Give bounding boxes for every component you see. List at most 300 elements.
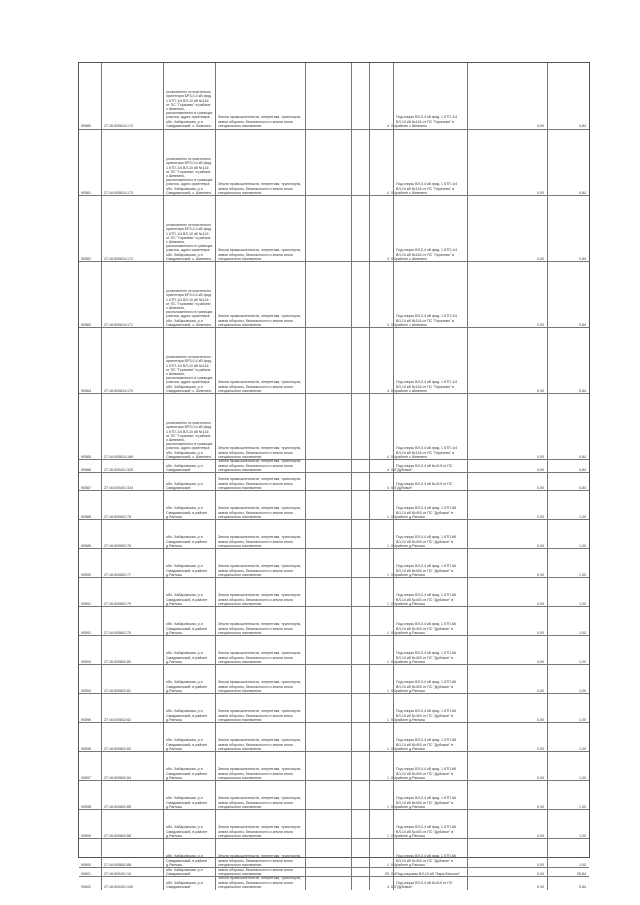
table-cell <box>305 723 351 752</box>
table-cell <box>547 723 589 752</box>
cell-text: Под опоры ВЛ-0,4 кВ фид. 1 КТП-1/4 ВЛ-10 кВ №116 от ПС "Горачево" в районе с Шевлино <box>396 182 458 195</box>
cell-text: Земли промышленности, энергетики, транспорта, земли обороны, безопасности и земли иного специального назначения <box>218 535 302 548</box>
cell-text: 27:16:000802:82 <box>104 717 131 722</box>
table-cell <box>467 520 547 549</box>
table-cell <box>547 63 589 129</box>
table-cell <box>351 694 369 723</box>
cell-v1: 0,4 <box>391 833 396 838</box>
cell-text: установлено относительно ориентира БРЗ-0,4 кВ фид. 1 КТП-1/4 ВЛ-10 кВ №116 от ПС "Горачево" в районе с Шевлино, расположенного в границах участка, адрес ориентира: обл. Хабаровская, р-н Смидовичский, с. Шевлино <box>166 90 213 128</box>
cell-text: Земли промышленности, энергетики, транспорта, земли обороны, безопасности и земли иного специального назначения <box>218 477 302 490</box>
table-row <box>79 876 589 890</box>
cell-text: 27:16:000802:78 <box>104 514 131 519</box>
table-cell <box>101 607 163 636</box>
table-cell <box>547 262 589 328</box>
cell-text: 27:16:000814:171 <box>104 322 133 327</box>
table-cell <box>467 63 547 129</box>
cell-text: 0,00 <box>537 514 544 519</box>
cell-text: обл. Хабаровская, р-н Смидовичский <box>166 463 203 472</box>
table-cell <box>101 394 163 460</box>
table-row <box>79 577 589 607</box>
cell-text: 0,00 <box>537 454 544 459</box>
table-cell <box>101 810 163 839</box>
table-cell <box>467 578 547 607</box>
table-cell <box>305 839 351 868</box>
table-cell <box>393 752 467 781</box>
table-cell <box>547 578 589 607</box>
cell-text: 90596 <box>81 746 91 751</box>
table-cell <box>163 130 215 196</box>
cell-v1: 0,4 <box>391 688 396 693</box>
table-cell <box>79 491 101 520</box>
cell-text: Под опоры ВЛ-0,4 кВ фид. 1 КТП-66 ВЛ-10 кВ №403 от ПС "Дубовое" в районе д.Ранчиш <box>396 825 457 838</box>
cell-text: обл. Хабаровская, р-н Смидовичский, в районе д.Ранчиш <box>166 767 208 780</box>
table-cell <box>305 262 351 328</box>
cell-text: 0,84 <box>579 322 586 327</box>
table-cell <box>547 196 589 262</box>
cell-text: 27:16:000401:324 <box>104 485 133 490</box>
cell-v1: 0,4 <box>391 190 396 195</box>
cell-text: 27:16:000802:85 <box>104 804 131 809</box>
table-cell <box>101 196 163 262</box>
table-cell <box>351 781 369 810</box>
cell-text: 27:16:000401:325 <box>104 467 133 472</box>
cell-text: 90602 <box>81 884 91 889</box>
cell-text: 0,00 <box>537 804 544 809</box>
table-cell <box>215 810 305 839</box>
table-cell <box>163 328 215 394</box>
cell-v1: 0,4 <box>391 454 396 459</box>
cell-text: 27:16:000401:109 <box>104 884 133 889</box>
table-cell <box>215 328 305 394</box>
table-cell <box>101 491 163 520</box>
cell-area: 4 <box>387 884 389 889</box>
table-cell <box>163 578 215 607</box>
cell-text: 90597 <box>81 775 91 780</box>
table-cell <box>79 328 101 394</box>
table-cell <box>369 196 393 262</box>
table-cell <box>467 262 547 328</box>
cell-text: обл. Хабаровская, р-н Смидовичский, в районе д.Ранчиш <box>166 535 208 548</box>
table-cell <box>305 549 351 578</box>
cell-text: 0,00 <box>537 190 544 195</box>
cell-v1: 0,4 <box>391 601 396 606</box>
table-cell <box>215 196 305 262</box>
cell-text: 27:16:000401:10 <box>104 871 131 876</box>
table-cell <box>547 549 589 578</box>
table-cell <box>305 473 351 491</box>
table-cell <box>215 665 305 694</box>
table-cell <box>305 781 351 810</box>
table-cell <box>215 491 305 520</box>
cell-text: 1,00 <box>579 804 586 809</box>
table-cell <box>393 520 467 549</box>
table-cell <box>101 839 163 868</box>
cell-area: 25 <box>385 871 389 876</box>
table-cell <box>79 723 101 752</box>
table-cell <box>79 473 101 491</box>
table-cell <box>351 752 369 781</box>
table-cell <box>393 130 467 196</box>
table-cell <box>351 262 369 328</box>
table-cell <box>393 839 467 868</box>
cell-text: 0,84 <box>579 388 586 393</box>
cell-text: Под опорами ВЛ-10 кВ "Заря-Вятское" <box>396 871 461 876</box>
cell-area: 4 <box>387 467 389 472</box>
cell-text: Земли промышленности, энергетики, транспорта, земли обороны, безопасности и земли иного специального назначения <box>218 460 302 472</box>
table-cell <box>163 839 215 868</box>
cell-text: 1,00 <box>579 601 586 606</box>
table-cell <box>163 636 215 665</box>
table-row <box>79 664 589 694</box>
cell-v1: 0,4 <box>391 871 396 876</box>
cell-area: 1 <box>387 775 389 780</box>
table-cell <box>467 781 547 810</box>
table-cell <box>547 665 589 694</box>
cell-text: 25,84 <box>577 871 586 876</box>
cell-text: Под опоры ВЛ-0,4 кВ фид. 1 КТП-66 ВЛ-10 кВ №403 от ПС "Дубовое" в районе д.Ранчиш <box>396 564 457 577</box>
cell-text: Земли промышленности, энергетики, транспорта, земли обороны, безопасности и земли иного специального назначения <box>218 767 302 780</box>
table-cell <box>163 810 215 839</box>
table-cell <box>79 578 101 607</box>
cell-text: 0,84 <box>579 467 586 472</box>
cell-text: Земли промышленности, энергетики, транспорта, земли обороны, безопасности и земли иного специального назначения <box>218 506 302 519</box>
table-cell <box>351 636 369 665</box>
table-cell <box>101 130 163 196</box>
table-cell <box>79 877 101 890</box>
table-cell <box>101 473 163 491</box>
cell-text: 27:16:000802:79 <box>104 601 131 606</box>
cell-text: 90581 <box>81 190 91 195</box>
table-cell <box>467 665 547 694</box>
cell-text: 1,00 <box>579 688 586 693</box>
table-cell <box>215 877 305 890</box>
table-cell <box>547 810 589 839</box>
cell-text: земли обороны, безопасности и земли иного специального назначения <box>218 868 293 876</box>
table-cell <box>393 63 467 129</box>
cell-v1: 0,4 <box>391 717 396 722</box>
table-cell <box>305 130 351 196</box>
table-cell <box>351 63 369 129</box>
cell-text: Земли промышленности, энергетики, транспорта, земли обороны, безопасности и земли иного специального назначения <box>218 564 302 577</box>
cell-text: 90587 <box>81 485 91 490</box>
cell-area: 4 <box>387 322 389 327</box>
table-row <box>79 261 589 328</box>
table-cell <box>305 752 351 781</box>
cell-text: 0,00 <box>537 123 544 128</box>
table-cell <box>163 752 215 781</box>
cell-text: 90588 <box>81 514 91 519</box>
cell-text: Земли промышленности, энергетики, транспорта, земли обороны, безопасности и земли иного специального назначения <box>218 182 302 195</box>
table-cell <box>393 473 467 491</box>
table-cell <box>467 839 547 868</box>
table-cell <box>547 130 589 196</box>
cell-text: Земли промышленности, энергетики, транспорта, земли обороны, безопасности и земли иного специального назначения <box>218 877 302 889</box>
table-cell <box>467 810 547 839</box>
cell-text: Земли промышленности, энергетики, транспорта, земли обороны, безопасности и земли иного специального назначения <box>218 825 302 838</box>
cell-text: 1,00 <box>579 572 586 577</box>
table-cell <box>305 607 351 636</box>
cell-text: 90594 <box>81 688 91 693</box>
table-cell <box>79 262 101 328</box>
table-cell <box>305 810 351 839</box>
table-cell <box>547 520 589 549</box>
table-cell <box>79 636 101 665</box>
table-cell <box>79 607 101 636</box>
cell-text: Под опоры ВЛ-0,4 кВ фид. 1 КТП-66 ВЛ-10 кВ №403 от ПС "Дубовое" в районе д.Ранчиш <box>396 738 457 751</box>
table-cell <box>215 262 305 328</box>
table-cell <box>351 723 369 752</box>
table-cell <box>547 839 589 868</box>
table-cell <box>79 196 101 262</box>
cell-area: 4 <box>387 454 389 459</box>
table-cell <box>163 877 215 890</box>
table-cell <box>393 196 467 262</box>
table-cell <box>305 196 351 262</box>
table-cell <box>163 607 215 636</box>
table-cell <box>215 636 305 665</box>
table-cell <box>305 694 351 723</box>
cell-text: 0,00 <box>537 746 544 751</box>
cell-text: 0,00 <box>537 543 544 548</box>
table-cell <box>215 130 305 196</box>
table-cell <box>547 636 589 665</box>
cell-text: обл. Хабаровская, р-н Смидовичский <box>166 481 203 490</box>
cell-text: 27:16:000802:76 <box>104 543 131 548</box>
table-row <box>79 327 589 394</box>
cell-text: Земли промышленности, энергетики, транспорта, земли обороны, безопасности и земли иного специального назначения <box>218 680 302 693</box>
cell-v1: 0,4 <box>391 862 396 867</box>
table-cell <box>101 723 163 752</box>
table-cell <box>351 665 369 694</box>
cell-area: 1 <box>387 804 389 809</box>
table-cell <box>215 607 305 636</box>
cell-v1: 0,4 <box>391 884 396 889</box>
cell-text: обл. Хабаровская, р-н Смидовичский, в районе д.Ранчиш <box>166 738 208 751</box>
table-cell <box>351 607 369 636</box>
table-cell <box>467 723 547 752</box>
cell-area: 4 <box>387 388 389 393</box>
cell-area: 4 <box>387 256 389 261</box>
cell-v1: 0,4 <box>391 514 396 519</box>
cell-text: обл. Хабаровская, р-н Смидовичский, в районе д.Ранчиш <box>166 506 208 519</box>
table-cell <box>305 328 351 394</box>
table-cell <box>547 328 589 394</box>
cell-text: установлено относительно ориентира БРЗ-0,4 кВ фид. 1 КТП-1/4 ВЛ-10 кВ №116 от ПС "Горачево" в районе с Шевлино, расположенного в границах участка, адрес ориентира: обл. Хабаровская, р-н Смидовичский, с. Шевлино <box>166 421 213 459</box>
table-cell <box>547 473 589 491</box>
table-cell <box>305 491 351 520</box>
table-row <box>79 751 589 781</box>
cell-text: 27:16:000802:77 <box>104 572 131 577</box>
cell-area: 1 <box>387 514 389 519</box>
table-cell <box>215 578 305 607</box>
cell-text: обл. Хабаровская, р-н Смидовичский, в районе д.Ранчиш <box>166 796 208 809</box>
table-cell <box>215 752 305 781</box>
cell-text: 0,00 <box>537 572 544 577</box>
table-row <box>79 722 589 752</box>
cell-text: 27:16:000802:86 <box>104 833 131 838</box>
cell-text: 27:16:000814:172 <box>104 256 133 261</box>
cell-text: 0,00 <box>537 322 544 327</box>
cell-text: 90580 <box>81 123 91 128</box>
cell-text: Земли промышленности, энергетики, транспорта, земли обороны, безопасности и земли иного специального назначения <box>218 854 302 867</box>
table-cell <box>467 196 547 262</box>
table-cell <box>215 549 305 578</box>
cell-area: 1 <box>387 833 389 838</box>
table-cell <box>393 549 467 578</box>
cell-text: 90592 <box>81 630 91 635</box>
table-cell <box>101 578 163 607</box>
table-cell <box>215 839 305 868</box>
cell-text: 1,00 <box>579 659 586 664</box>
cell-text: 27:16:000814:170 <box>104 388 133 393</box>
cell-v1: 0,4 <box>391 775 396 780</box>
table-cell <box>101 781 163 810</box>
table-cell <box>467 694 547 723</box>
table-row <box>79 809 589 839</box>
cell-v1: 0,4 <box>391 467 396 472</box>
cell-text: 0,84 <box>579 123 586 128</box>
table-cell <box>369 328 393 394</box>
table-cell <box>215 394 305 460</box>
cell-text: 0,00 <box>537 659 544 664</box>
table-cell <box>79 665 101 694</box>
cell-v1: 0,4 <box>391 322 396 327</box>
table-cell <box>163 520 215 549</box>
cell-text: 90586 <box>81 467 91 472</box>
table-cell <box>547 781 589 810</box>
table-cell <box>369 394 393 460</box>
table-cell <box>351 839 369 868</box>
cell-text: Земли промышленности, энергетики, транспорта, земли обороны, безопасности и земли иного специального назначения <box>218 314 302 327</box>
cell-text: Под опоры ВЛ-0,4 кВ №419 от ПС "Дубовое" <box>396 880 453 889</box>
table-cell <box>79 130 101 196</box>
table-cell <box>351 473 369 491</box>
cell-text: обл. Хабаровская, р-н Смидовичский, в районе д.Ранчиш <box>166 651 208 664</box>
cell-text: 90600 <box>81 862 91 867</box>
cell-area: 1 <box>387 572 389 577</box>
table-cell <box>547 607 589 636</box>
cell-text: 1,00 <box>579 775 586 780</box>
table-cell <box>79 810 101 839</box>
table-cell <box>79 694 101 723</box>
table-cell <box>351 520 369 549</box>
cell-v1: 0,4 <box>391 630 396 635</box>
cell-text: 0,84 <box>579 256 586 261</box>
cell-text: 90598 <box>81 804 91 809</box>
cell-text: 0,84 <box>579 485 586 490</box>
cell-area: 4 <box>387 190 389 195</box>
cell-text: Под опоры ВЛ-0,4 кВ фид. 1 КТП-66 ВЛ-10 кВ №403 от ПС "Дубовое" в районе д.Ранчиш <box>396 709 457 722</box>
document-table <box>78 62 590 889</box>
table-cell <box>467 394 547 460</box>
cell-text: 0,00 <box>537 601 544 606</box>
cell-text: Земли промышленности, энергетики, транспорта, земли обороны, безопасности и земли иного специального назначения <box>218 593 302 606</box>
table-cell <box>467 473 547 491</box>
table-cell <box>547 752 589 781</box>
cell-text: Земли промышленности, энергетики, транспорта, земли обороны, безопасности и земли иного специального назначения <box>218 115 302 128</box>
cell-text: Земли промышленности, энергетики, транспорта, земли обороны, безопасности и земли иного специального назначения <box>218 248 302 261</box>
table-cell <box>163 196 215 262</box>
cell-text: 0,00 <box>537 630 544 635</box>
table-cell <box>393 491 467 520</box>
cell-text: обл. Хабаровская, р-н Смидовичский, в районе д.Ранчиш <box>166 622 208 635</box>
table-cell <box>467 328 547 394</box>
table-cell <box>351 328 369 394</box>
table-cell <box>467 549 547 578</box>
cell-v1: 0,4 <box>391 572 396 577</box>
cell-area: 1 <box>387 601 389 606</box>
cell-text: Земли промышленности, энергетики, транспорта, земли обороны, безопасности и земли иного специального назначения <box>218 446 302 459</box>
cell-text: Под опоры ВЛ-0,4 кВ №419 от ПС "Дубовое" <box>396 463 453 472</box>
table-cell <box>393 262 467 328</box>
cell-text: 0,00 <box>537 717 544 722</box>
cell-area: 1 <box>387 717 389 722</box>
cell-text: 90583 <box>81 322 91 327</box>
table-cell <box>101 636 163 665</box>
cell-text: 0,00 <box>537 485 544 490</box>
table-cell <box>351 196 369 262</box>
table-cell <box>163 723 215 752</box>
cell-text: обл. Хабаровская, р-н Смидовичский <box>166 868 203 876</box>
cell-text: обл. Хабаровская, р-н Смидовичский, в районе д.Ранчиш <box>166 854 208 867</box>
table-cell <box>547 877 589 890</box>
cell-text: установлено относительно ориентира БРЗ-0,4 кВ фид. 1 КТП-1/4 ВЛ-10 кВ №116 от ПС "Горачево" в районе с Шевлино, расположенного в границах участка, адрес ориентира: обл. Хабаровская, р-н Смидовичский, с. Шевлино <box>166 157 213 195</box>
table-cell <box>393 636 467 665</box>
cell-text: 0,00 <box>537 467 544 472</box>
table-cell <box>351 549 369 578</box>
table-cell <box>305 578 351 607</box>
cell-text: 1,00 <box>579 746 586 751</box>
table-cell <box>163 63 215 129</box>
table-cell <box>215 781 305 810</box>
cell-text: 90599 <box>81 833 91 838</box>
table-row <box>79 519 589 549</box>
table-cell <box>305 63 351 129</box>
cell-text: 90589 <box>81 543 91 548</box>
table-cell <box>101 752 163 781</box>
cell-text: Под опоры ВЛ-0,4 кВ фид. 1 КТП-1/4 ВЛ-10 кВ №116 от ПС "Горачево" в районе с Шевлино <box>396 115 458 128</box>
cell-text: Под опоры ВЛ-0,4 кВ фид. 1 КТП-1/4 ВЛ-10 кВ №116 от ПС "Горачево" в районе с Шевлино <box>396 314 458 327</box>
cell-text: 90601 <box>81 871 91 876</box>
cell-text: 0,00 <box>537 862 544 867</box>
table-cell <box>351 394 369 460</box>
cell-text: Под опоры ВЛ-0,4 кВ фид. 1 КТП-66 ВЛ-10 кВ №403 от ПС "Дубовое" в районе д.Ранчиш <box>396 593 457 606</box>
cell-text: Земли промышленности, энергетики, транспорта, земли обороны, безопасности и земли иного специального назначения <box>218 738 302 751</box>
table-cell <box>467 491 547 520</box>
cell-text: Земли промышленности, энергетики, транспорта, земли обороны, безопасности и земли иного специального назначения <box>218 651 302 664</box>
cell-text: Земли промышленности, энергетики, транспорта, земли обороны, безопасности и земли иного специального назначения <box>218 380 302 393</box>
table-cell <box>163 473 215 491</box>
cell-area: 1 <box>387 630 389 635</box>
cell-v1: 0,4 <box>391 256 396 261</box>
cell-v1: 0,4 <box>391 485 396 490</box>
table-row <box>79 838 589 868</box>
table-cell <box>101 877 163 890</box>
cell-text: установлено относительно ориентира БРЗ-0,4 кВ фид. 1 КТП-1/4 ВЛ-10 кВ №116 от ПС "Горачево" в районе с Шевлино, расположенного в границах участка, адрес ориентира: обл. Хабаровская, р-н Смидовичский, с. Шевлино <box>166 223 213 261</box>
cell-text: 0,84 <box>579 190 586 195</box>
cell-text: 0,00 <box>537 388 544 393</box>
cell-text: 27:16:000814:173 <box>104 190 133 195</box>
cell-text: Под опоры ВЛ-0,4 кВ фид. 1 КТП-66 ВЛ-10 кВ №403 от ПС "Дубовое" в районе д.Ранчиш <box>396 651 457 664</box>
table-cell <box>351 810 369 839</box>
cell-text: 90590 <box>81 572 91 577</box>
table-cell <box>101 520 163 549</box>
table-cell <box>393 578 467 607</box>
cell-text: обл. Хабаровская, р-н Смидовичский, в районе д.Ранчиш <box>166 680 208 693</box>
cell-text: 0,84 <box>579 454 586 459</box>
table-cell <box>215 520 305 549</box>
table-row <box>79 490 589 520</box>
